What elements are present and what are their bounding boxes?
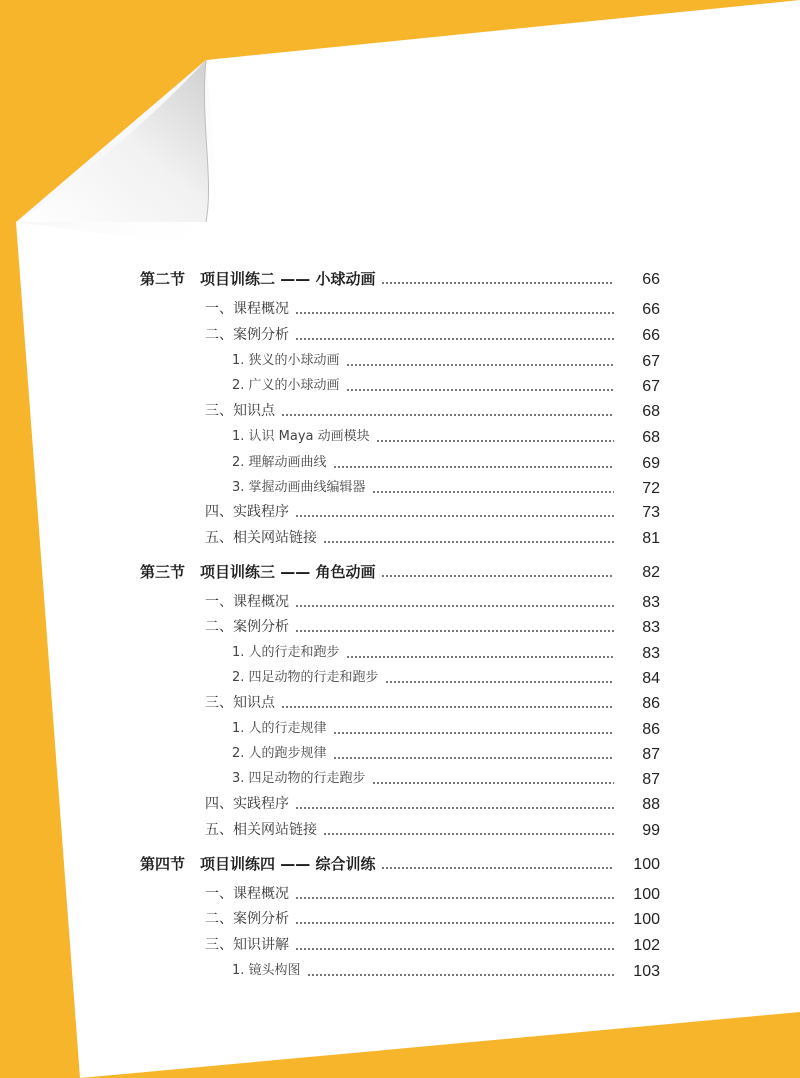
toc-page-number: 99	[642, 822, 660, 839]
toc-row	[0, 589, 800, 613]
dot-leader	[281, 705, 614, 709]
dot-leader	[372, 781, 614, 785]
toc-row	[0, 881, 800, 905]
toc-page-number: 82	[642, 564, 660, 581]
toc-entry-label: 四、实践程序	[205, 504, 289, 520]
toc-page-number: 66	[642, 301, 660, 318]
toc-entry-label: 一、课程概况	[205, 301, 289, 317]
toc-entry-label: 二、案例分析	[205, 619, 289, 635]
dot-leader	[323, 540, 614, 544]
toc-row	[0, 741, 800, 765]
toc-entry-label: 1. 镜头构图	[232, 963, 301, 978]
dot-leader	[295, 604, 614, 608]
toc-page-number: 67	[642, 378, 660, 395]
toc-page-number: 68	[642, 403, 660, 420]
toc-entry-label: 2. 人的跑步规律	[232, 746, 327, 761]
toc-entry-label: 五、相关网站链接	[205, 530, 317, 546]
toc-row	[0, 322, 800, 346]
toc-entry-label: 3. 掌握动画曲线编辑器	[232, 480, 366, 495]
toc-page-number: 100	[633, 886, 660, 903]
dot-leader	[381, 574, 614, 578]
toc-row	[0, 766, 800, 790]
toc-entry-label: 2. 理解动画曲线	[232, 455, 327, 470]
toc-page-number: 102	[633, 937, 660, 954]
toc-row	[0, 665, 800, 689]
toc-row	[0, 525, 800, 549]
toc-entry-label: 二、案例分析	[205, 327, 289, 343]
toc-entry-label: 3. 四足动物的行走跑步	[232, 771, 366, 786]
toc-page-number: 83	[642, 619, 660, 636]
toc-row	[0, 373, 800, 397]
toc-entry-label: 第三节 项目训练三 —— 角色动画	[140, 563, 376, 581]
dot-leader	[346, 388, 614, 392]
dot-leader	[333, 731, 614, 735]
toc-page-number: 72	[642, 480, 660, 497]
toc-row	[0, 499, 800, 523]
toc-page-number: 83	[642, 594, 660, 611]
dot-leader	[281, 413, 614, 417]
toc-entry-label: 1. 人的行走和跑步	[232, 645, 340, 660]
toc-entry-label: 一、课程概况	[205, 594, 289, 610]
dot-leader	[307, 973, 614, 977]
toc-entry-label: 2. 四足动物的行走和跑步	[232, 670, 379, 685]
toc-section-row	[0, 266, 800, 290]
toc-row	[0, 690, 800, 714]
toc-page-number: 69	[642, 455, 660, 472]
toc-row	[0, 348, 800, 372]
dot-leader	[295, 806, 614, 810]
toc-row	[0, 450, 800, 474]
toc-page-number: 83	[642, 645, 660, 662]
toc-entry-label: 四、实践程序	[205, 796, 289, 812]
dot-leader	[295, 337, 614, 341]
toc-row	[0, 958, 800, 982]
dot-leader	[333, 465, 614, 469]
toc-row	[0, 932, 800, 956]
toc-row	[0, 296, 800, 320]
toc-row	[0, 906, 800, 930]
toc-entry-label: 三、知识讲解	[205, 937, 289, 953]
dot-leader	[295, 514, 614, 518]
toc-page-number: 88	[642, 796, 660, 813]
toc-page-number: 73	[642, 504, 660, 521]
toc-page-number: 84	[642, 670, 660, 687]
toc-row	[0, 791, 800, 815]
toc-section-row	[0, 851, 800, 875]
toc-page-number: 81	[642, 530, 660, 547]
toc-row	[0, 817, 800, 841]
toc-entry-label: 2. 广义的小球动画	[232, 378, 340, 393]
toc-row	[0, 614, 800, 638]
toc-row	[0, 716, 800, 740]
dot-leader	[376, 439, 614, 443]
toc-page-number: 100	[633, 911, 660, 928]
toc-entry-label: 三、知识点	[205, 403, 275, 419]
dot-leader	[295, 921, 614, 925]
dot-leader	[381, 866, 614, 870]
dot-leader	[295, 311, 614, 315]
toc-page-number: 67	[642, 353, 660, 370]
toc-entry-label: 1. 认识 Maya 动画模块	[232, 429, 370, 444]
dot-leader	[381, 281, 614, 285]
toc-page-number: 87	[642, 771, 660, 788]
dot-leader	[385, 680, 614, 684]
toc-page-number: 86	[642, 695, 660, 712]
toc-entry-label: 1. 人的行走规律	[232, 721, 327, 736]
toc-row	[0, 398, 800, 422]
dot-leader	[295, 629, 614, 633]
dot-leader	[346, 363, 614, 367]
toc-page-number: 68	[642, 429, 660, 446]
toc-page-number: 86	[642, 721, 660, 738]
toc-entry-label: 第二节 项目训练二 —— 小球动画	[140, 270, 376, 288]
toc-entry-label: 三、知识点	[205, 695, 275, 711]
dot-leader	[295, 896, 614, 900]
toc-page-number: 100	[633, 856, 660, 873]
dot-leader	[323, 832, 614, 836]
toc-page-number: 87	[642, 746, 660, 763]
toc-row	[0, 640, 800, 664]
toc-entry-label: 1. 狭义的小球动画	[232, 353, 340, 368]
toc-page-number: 66	[642, 327, 660, 344]
dot-leader	[295, 947, 614, 951]
dot-leader	[372, 490, 614, 494]
toc-row	[0, 424, 800, 448]
toc-page-number: 66	[642, 271, 660, 288]
dot-leader	[333, 756, 614, 760]
toc-section-row	[0, 559, 800, 583]
toc-entry-label: 五、相关网站链接	[205, 822, 317, 838]
toc-entry-label: 一、课程概况	[205, 886, 289, 902]
toc-entry-label: 第四节 项目训练四 —— 综合训练	[140, 855, 376, 873]
toc-entry-label: 二、案例分析	[205, 911, 289, 927]
toc-row	[0, 475, 800, 499]
toc-page-number: 103	[633, 963, 660, 980]
dot-leader	[346, 655, 614, 659]
